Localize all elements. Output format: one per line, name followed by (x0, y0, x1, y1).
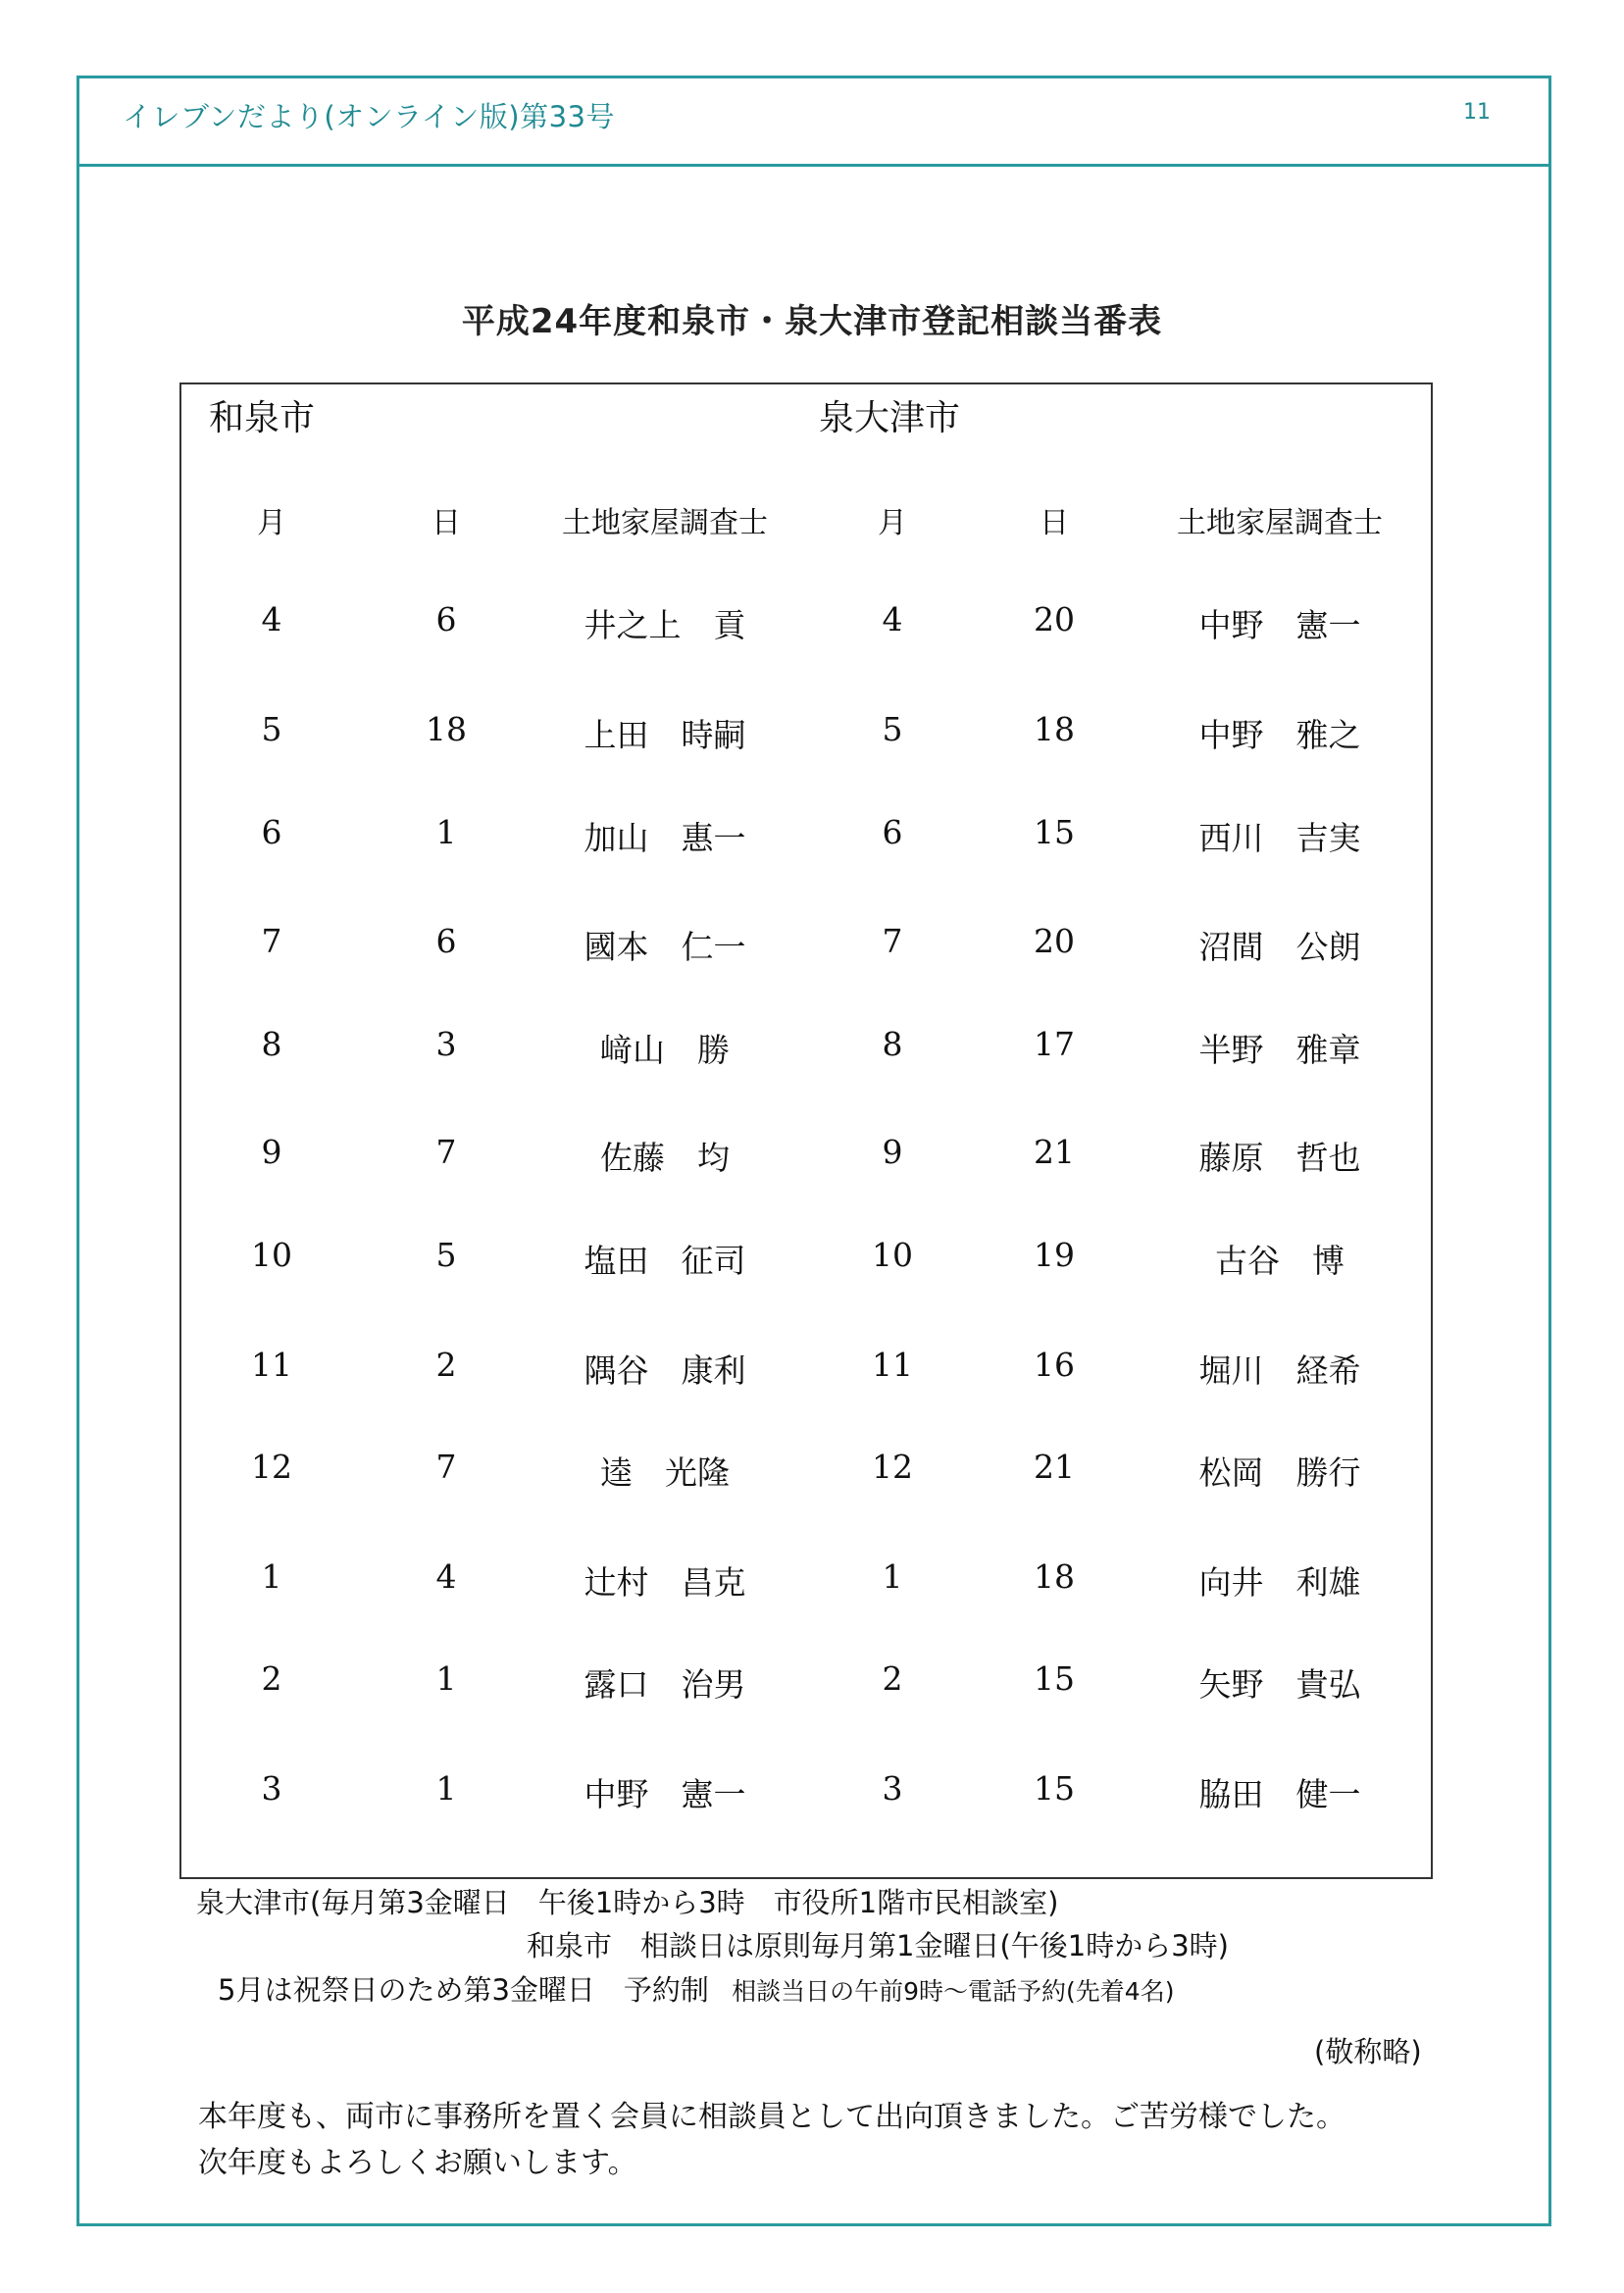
cell-month-izumiotsu: 6 (882, 813, 903, 851)
note-reservation: 相談当日の午前9時〜電話予約(先着4名) (732, 1977, 1175, 2006)
cell-surveyor-izumi: 井之上 貢 (584, 606, 746, 644)
note-honorific: (敬称略) (1314, 2035, 1422, 2068)
cell-surveyor-izumiotsu: 脇田 健一 (1198, 1775, 1361, 1813)
cell-day-izumi: 1 (435, 813, 457, 851)
cell-day-izumi: 4 (435, 1557, 457, 1596)
cell-month-izumiotsu: 3 (882, 1769, 903, 1808)
cell-month-izumiotsu: 7 (882, 922, 903, 960)
cell-day-izumiotsu: 18 (1034, 710, 1075, 748)
closing-line-1: 本年度も、両市に事務所を置く会員に相談員として出向頂きました。ご苦労様でした。 (198, 2100, 1345, 2134)
cell-month-izumiotsu: 11 (872, 1346, 913, 1384)
cell-surveyor-izumiotsu: 松岡 勝行 (1198, 1453, 1361, 1492)
cell-surveyor-izumi: 逵 光隆 (600, 1453, 730, 1492)
cell-surveyor-izumi: 中野 憲一 (584, 1775, 746, 1813)
table-title: 平成24年度和泉市・泉大津市登記相談当番表 (461, 302, 1163, 341)
cell-day-izumi: 3 (435, 1025, 457, 1063)
cell-surveyor-izumi: 佐藤 均 (600, 1139, 730, 1177)
page-number: 11 (1463, 100, 1491, 125)
col-head-month-izumi: 月 (257, 506, 286, 540)
cell-surveyor-izumi: 隅谷 康利 (584, 1351, 746, 1390)
cell-surveyor-izumi: 﨑山 勝 (600, 1031, 730, 1069)
cell-month-izumiotsu: 12 (872, 1448, 913, 1486)
cell-surveyor-izumiotsu: 向井 利雄 (1198, 1563, 1361, 1602)
cell-day-izumi: 7 (435, 1133, 457, 1171)
cell-day-izumi: 1 (435, 1659, 457, 1698)
cell-day-izumiotsu: 15 (1034, 1659, 1075, 1698)
cell-day-izumi: 18 (426, 710, 467, 748)
cell-day-izumiotsu: 20 (1034, 922, 1075, 960)
cell-surveyor-izumi: 上田 時嗣 (584, 716, 746, 754)
cell-month-izumiotsu: 5 (882, 710, 903, 748)
cell-day-izumi: 5 (435, 1236, 457, 1274)
col-head-surveyor-izumiotsu: 土地家屋調査士 (1177, 506, 1383, 540)
header-divider (76, 164, 1551, 167)
cell-month-izumiotsu: 2 (882, 1659, 903, 1698)
note-may-text: 5月は祝祭日のため第3金曜日 予約制 (218, 1973, 709, 2007)
note-izumiotsu-schedule: 泉大津市(毎月第3金曜日 午後1時から3時 市役所1階市民相談室) (196, 1886, 1059, 1919)
note-izumi-schedule: 和泉市 相談日は原則毎月第1金曜日(午後1時から3時) (527, 1929, 1229, 1962)
cell-surveyor-izumiotsu: 中野 雅之 (1198, 716, 1361, 754)
note-may (218, 1968, 1174, 2009)
cell-surveyor-izumi: 辻村 昌克 (584, 1563, 746, 1602)
cell-day-izumiotsu: 20 (1034, 600, 1075, 638)
cell-month-izumi: 1 (261, 1557, 282, 1596)
cell-surveyor-izumi: 塩田 征司 (584, 1242, 746, 1280)
cell-surveyor-izumi: 露口 治男 (584, 1665, 746, 1704)
cell-surveyor-izumiotsu: 沼間 公朗 (1198, 928, 1361, 966)
cell-surveyor-izumiotsu: 藤原 哲也 (1198, 1139, 1361, 1177)
cell-surveyor-izumiotsu: 古谷 博 (1215, 1242, 1345, 1280)
cell-surveyor-izumi: 加山 惠一 (584, 819, 746, 857)
cell-day-izumiotsu: 21 (1034, 1448, 1075, 1486)
cell-month-izumi: 2 (261, 1659, 282, 1698)
cell-month-izumi: 4 (261, 600, 282, 638)
cell-surveyor-izumiotsu: 堀川 経希 (1198, 1351, 1361, 1390)
cell-month-izumi: 9 (261, 1133, 282, 1171)
cell-surveyor-izumi: 國本 仁一 (584, 928, 746, 966)
cell-month-izumiotsu: 10 (872, 1236, 913, 1274)
city-label-izumiotsu: 泉大津市 (819, 398, 961, 438)
cell-month-izumiotsu: 9 (882, 1133, 903, 1171)
cell-day-izumi: 1 (435, 1769, 457, 1808)
cell-month-izumi: 5 (261, 710, 282, 748)
cell-month-izumi: 6 (261, 813, 282, 851)
cell-month-izumi: 7 (261, 922, 282, 960)
cell-month-izumiotsu: 4 (882, 600, 903, 638)
cell-surveyor-izumiotsu: 矢野 貴弘 (1198, 1665, 1361, 1704)
cell-day-izumiotsu: 21 (1034, 1133, 1075, 1171)
city-label-izumi: 和泉市 (209, 398, 316, 438)
cell-day-izumiotsu: 17 (1034, 1025, 1075, 1063)
cell-month-izumi: 11 (251, 1346, 292, 1384)
cell-surveyor-izumiotsu: 半野 雅章 (1198, 1031, 1361, 1069)
cell-surveyor-izumiotsu: 西川 吉実 (1198, 819, 1361, 857)
col-head-day-izumi: 日 (431, 506, 461, 540)
cell-day-izumi: 2 (435, 1346, 457, 1384)
cell-day-izumiotsu: 16 (1034, 1346, 1075, 1384)
cell-day-izumiotsu: 15 (1034, 813, 1075, 851)
col-head-month-izumiotsu: 月 (878, 506, 907, 540)
cell-month-izumi: 10 (251, 1236, 292, 1274)
col-head-day-izumiotsu: 日 (1040, 506, 1069, 540)
col-head-surveyor-izumi: 土地家屋調査士 (562, 506, 768, 540)
cell-surveyor-izumiotsu: 中野 憲一 (1198, 606, 1361, 644)
cell-month-izumi: 12 (251, 1448, 292, 1486)
cell-month-izumi: 8 (261, 1025, 282, 1063)
cell-day-izumi: 6 (435, 600, 457, 638)
cell-month-izumiotsu: 8 (882, 1025, 903, 1063)
cell-day-izumi: 7 (435, 1448, 457, 1486)
cell-day-izumiotsu: 18 (1034, 1557, 1075, 1596)
cell-day-izumiotsu: 15 (1034, 1769, 1075, 1808)
newsletter-title: イレブンだより(オンライン版)第33号 (123, 100, 615, 133)
cell-day-izumiotsu: 19 (1034, 1236, 1075, 1274)
closing-line-2: 次年度もよろしくお願いします。 (198, 2146, 637, 2180)
cell-month-izumiotsu: 1 (882, 1557, 903, 1596)
cell-day-izumi: 6 (435, 922, 457, 960)
cell-month-izumi: 3 (261, 1769, 282, 1808)
